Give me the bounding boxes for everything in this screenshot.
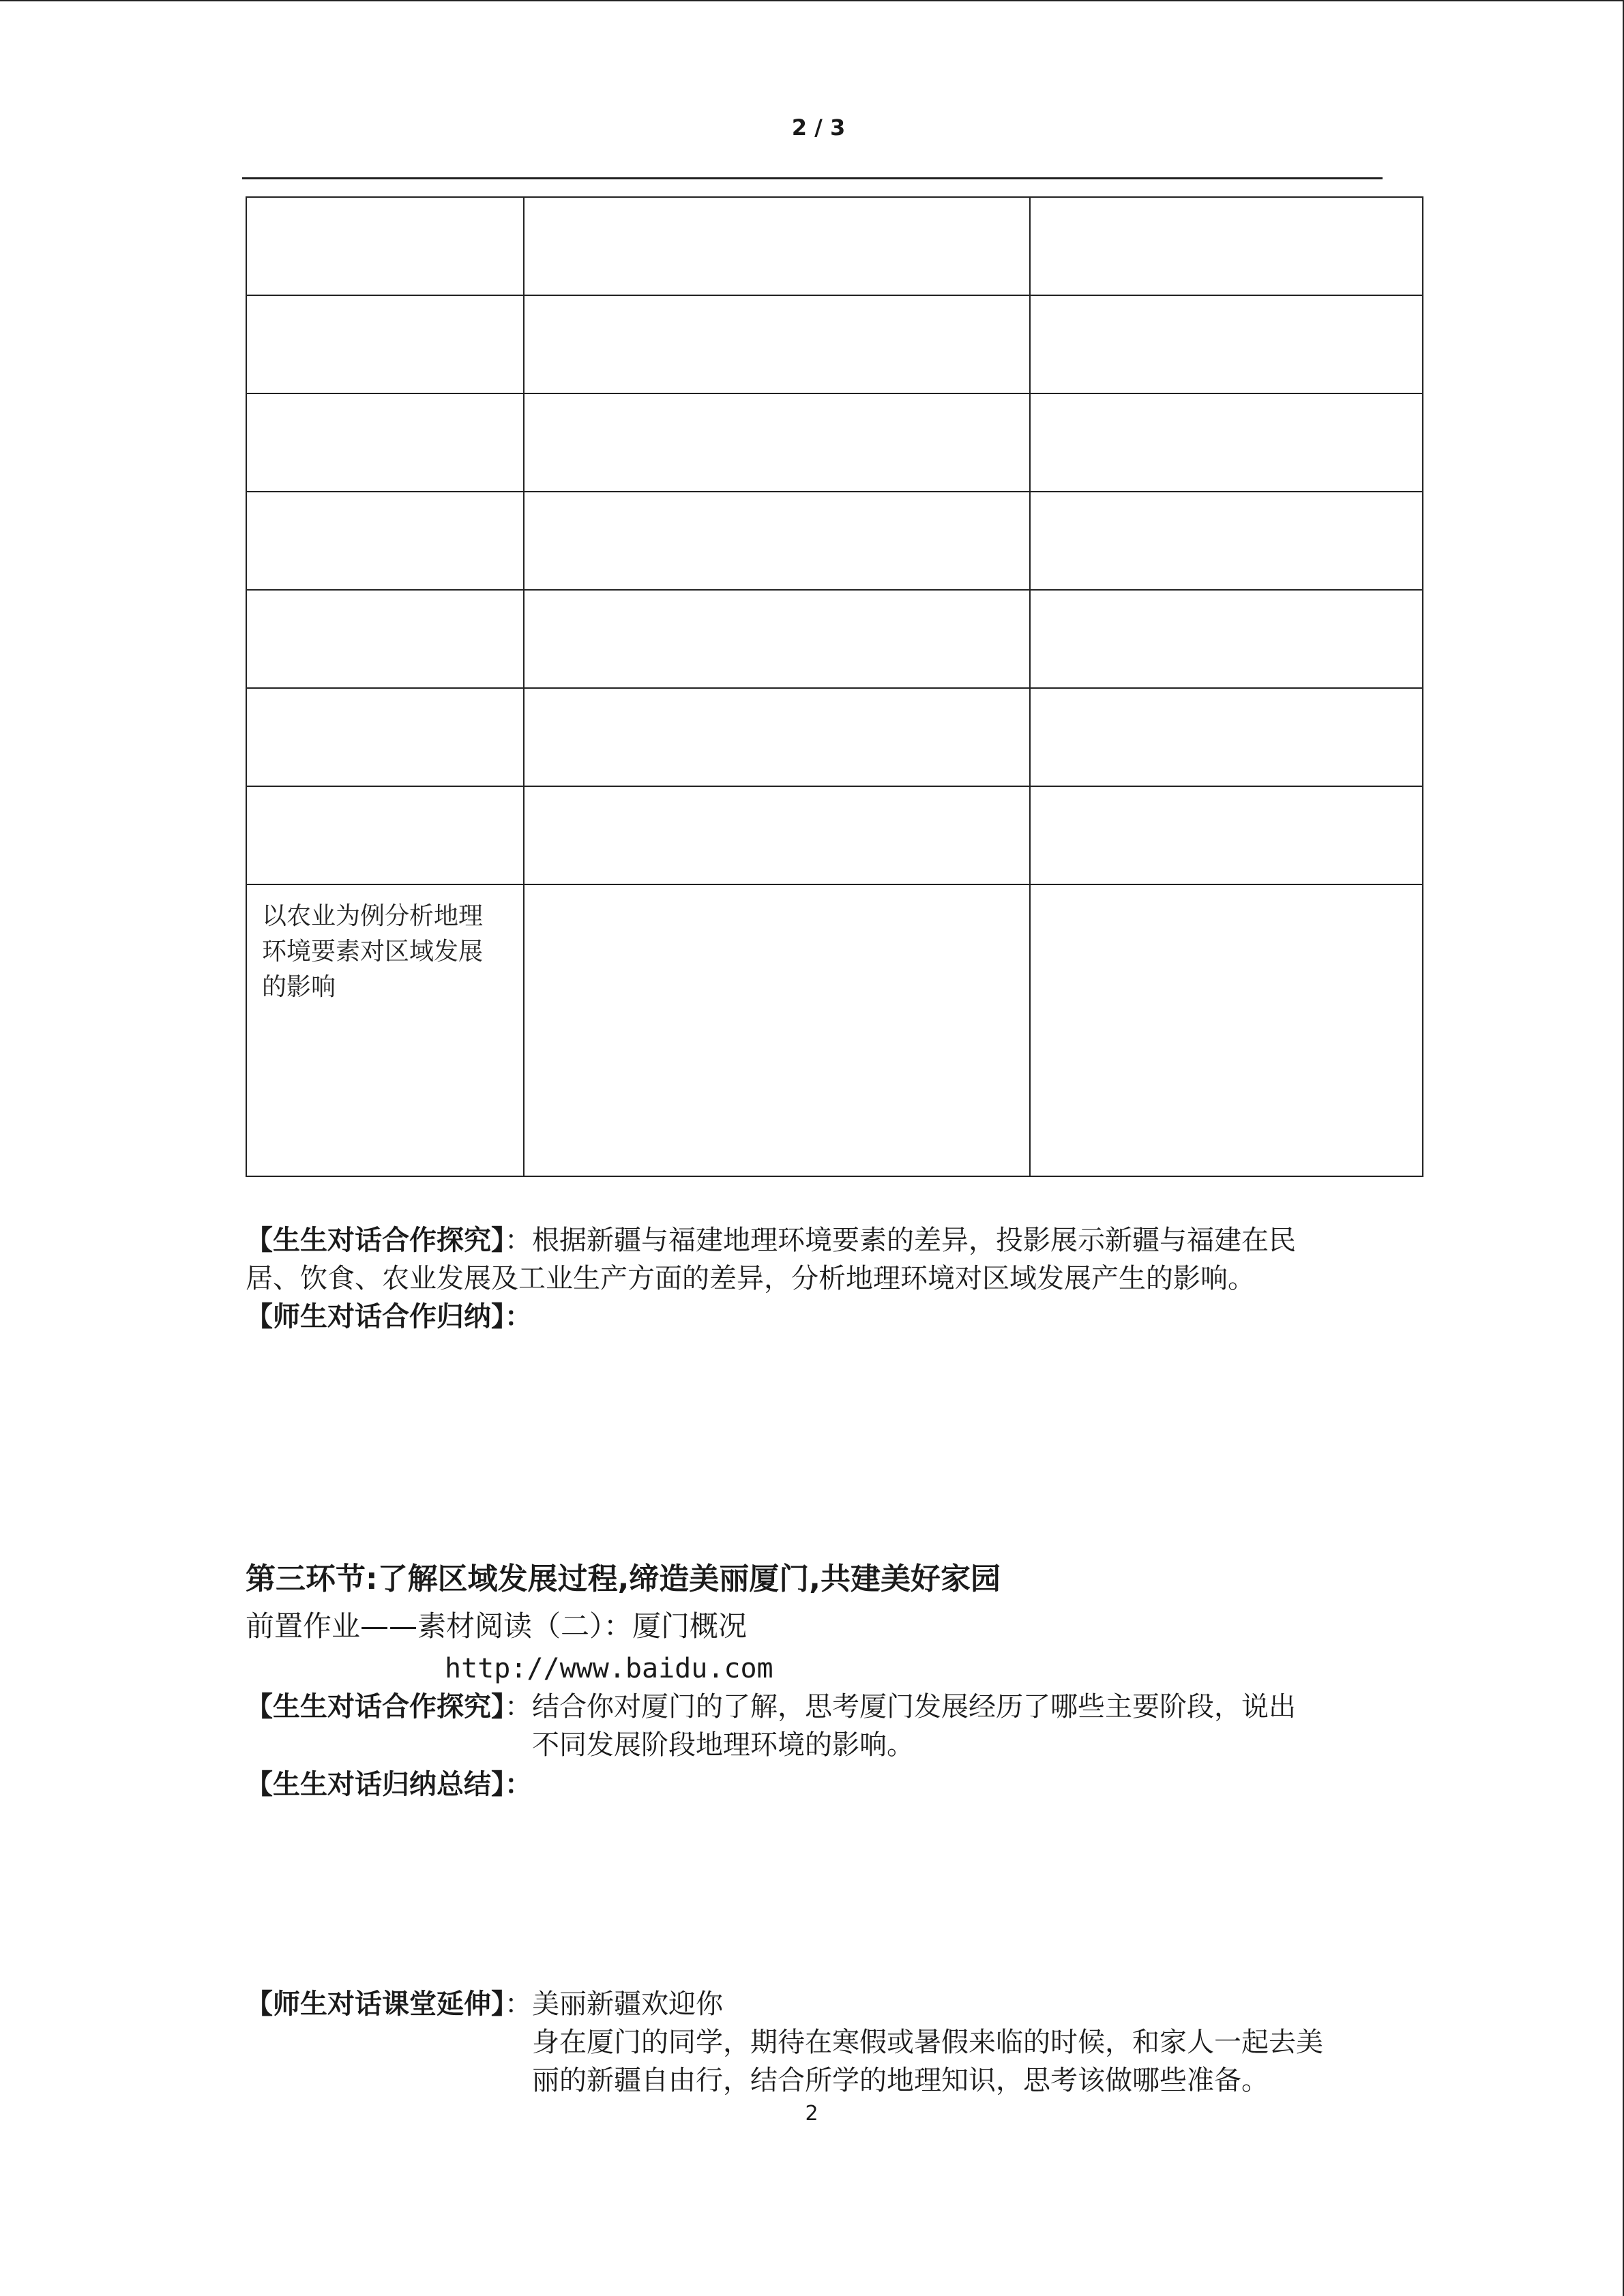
header-rule xyxy=(242,177,1383,179)
table-cell[interactable] xyxy=(246,688,524,786)
table-row xyxy=(246,197,1423,295)
table-cell[interactable] xyxy=(246,197,524,295)
section3-explore-label: 【生生对话合作探究】 xyxy=(246,1691,505,1723)
table-cell[interactable] xyxy=(1030,590,1423,688)
section3-heading: 第三环节:了解区域发展过程,缔造美丽厦门,共建美好家园 xyxy=(246,1562,1001,1596)
table-cell[interactable] xyxy=(524,197,1030,295)
table-row xyxy=(246,393,1423,492)
table-cell[interactable] xyxy=(524,688,1030,786)
section2-explore-label: 【生生对话合作探究】 xyxy=(246,1225,505,1256)
table-cell[interactable] xyxy=(1030,688,1423,786)
section3-explore-line-1 xyxy=(246,1688,1296,1725)
section2-summary-line xyxy=(246,1298,532,1335)
agriculture-label-line-2: 环境要素对区域发展 xyxy=(262,938,484,966)
table-row xyxy=(246,786,1423,884)
section2-explore-text-2: 居、饮食、农业发展及工业生产方面的差异，分析地理环境对区域发展产生的影响。 xyxy=(246,1263,1255,1294)
table-cell[interactable] xyxy=(1030,295,1423,393)
table-cell[interactable] xyxy=(246,590,524,688)
section3-conclude-colon: ： xyxy=(505,1769,532,1800)
section2-explore-text-1: ：根据新疆与福建地理环境要素的差异，投影展示新疆与福建在民 xyxy=(505,1225,1296,1256)
table-row xyxy=(246,295,1423,393)
comparison-table xyxy=(246,196,1423,1177)
table-cell[interactable] xyxy=(524,492,1030,590)
table-cell[interactable] xyxy=(246,492,524,590)
section3-extend-label: 【师生对话课堂延伸】 xyxy=(246,1988,505,2020)
agriculture-label-line-1: 以农业为例分析地理 xyxy=(262,902,484,930)
table-cell[interactable] xyxy=(1030,197,1423,295)
table-cell[interactable] xyxy=(1030,786,1423,884)
table-row xyxy=(246,492,1423,590)
section3-extend-text-3: 丽的新疆自由行，结合所学的地理知识，思考该做哪些准备。 xyxy=(532,2065,1269,2096)
table-cell[interactable] xyxy=(1030,393,1423,492)
section3-extend-text-2: 身在厦门的同学，期待在寒假或暑假来临的时候，和家人一起去美 xyxy=(532,2027,1323,2058)
table-cell[interactable] xyxy=(524,884,1030,1176)
table-cell[interactable] xyxy=(246,295,524,393)
section3-conclude-line xyxy=(246,1766,532,1803)
table-row-agriculture xyxy=(246,884,1423,1176)
page-border-top xyxy=(0,0,1624,1)
table-row xyxy=(246,590,1423,688)
section3-explore-text-2: 不同发展阶段地理环境的影响。 xyxy=(532,1729,914,1761)
table-cell[interactable] xyxy=(1030,492,1423,590)
table-cell[interactable] xyxy=(524,295,1030,393)
table-cell[interactable] xyxy=(524,590,1030,688)
section3-explore-text-1: ：结合你对厦门的了解，思考厦门发展经历了哪些主要阶段，说出 xyxy=(505,1691,1296,1723)
section3-conclude-label: 【生生对话归纳总结】 xyxy=(246,1769,505,1800)
section3-extend-line-1 xyxy=(246,1986,723,2023)
section2-explore-line-1 xyxy=(246,1222,1296,1259)
section2-summary-label: 【师生对话合作归纳】 xyxy=(246,1301,505,1332)
table-cell[interactable] xyxy=(246,786,524,884)
table-row xyxy=(246,688,1423,786)
table-cell[interactable] xyxy=(246,393,524,492)
table-cell[interactable] xyxy=(524,786,1030,884)
table-cell[interactable] xyxy=(1030,884,1423,1176)
section3-subheading: 前置作业——素材阅读（二）：厦门概况 xyxy=(246,1609,748,1643)
reference-link[interactable]: http://www.baidu.com xyxy=(445,1653,773,1684)
table-cell-agriculture-label xyxy=(246,884,524,1176)
header-page-indicator: 2 / 3 xyxy=(791,115,846,140)
agriculture-label-line-3: 的影响 xyxy=(262,973,336,1001)
table-cell[interactable] xyxy=(524,393,1030,492)
footer-page-number: 2 xyxy=(805,2102,818,2126)
section3-extend-text-1: ：美丽新疆欢迎你 xyxy=(505,1988,723,2020)
section2-summary-colon: ： xyxy=(505,1301,532,1332)
